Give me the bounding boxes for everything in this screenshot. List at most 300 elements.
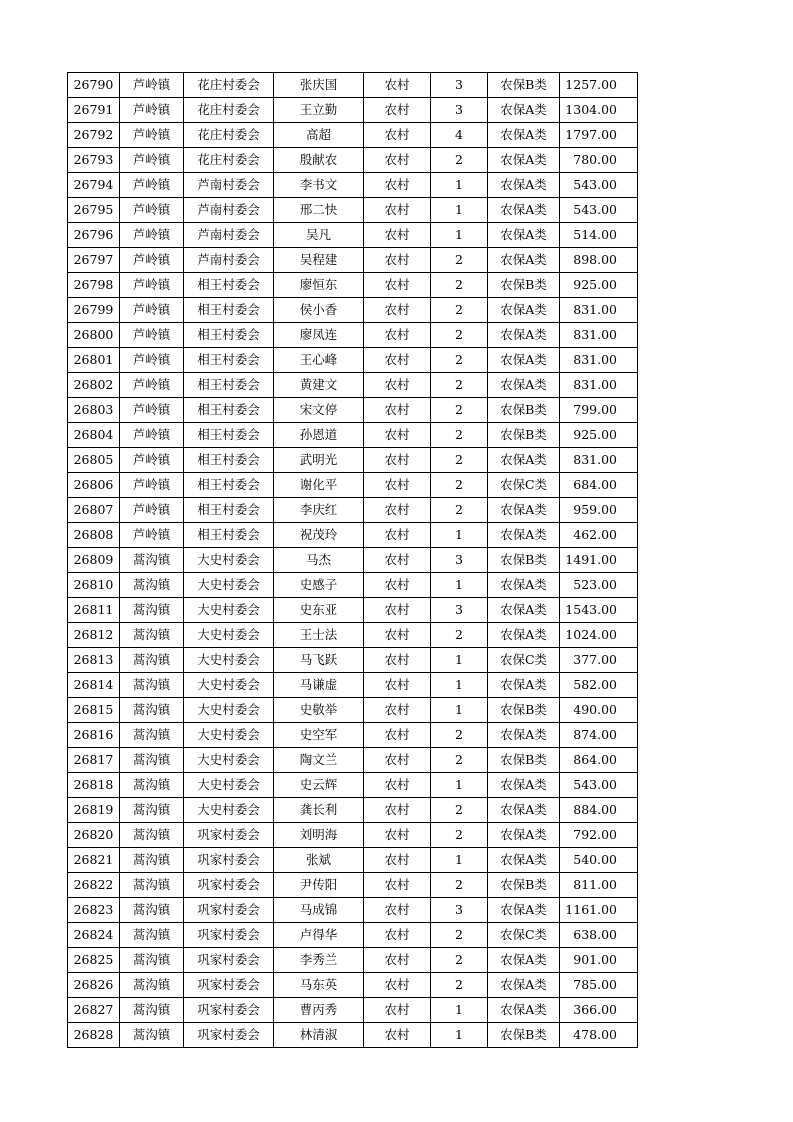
- village-committee-cell: 巩家村委会: [184, 998, 274, 1023]
- village-committee-cell: 大史村委会: [184, 573, 274, 598]
- table-row: [68, 748, 638, 773]
- area-type-cell: 农村: [364, 773, 431, 798]
- village-committee-cell: 相王村委会: [184, 523, 274, 548]
- insurance-category-cell: 农保A类: [488, 223, 560, 248]
- table-row: [68, 648, 638, 673]
- table-row: [68, 298, 638, 323]
- amount-cell: 864.00: [560, 748, 638, 773]
- insurance-category-cell: 农保A类: [488, 623, 560, 648]
- village-committee-cell: 大史村委会: [184, 598, 274, 623]
- area-type-cell: 农村: [364, 398, 431, 423]
- person-name-cell: 廖恒东: [274, 273, 364, 298]
- person-name-cell: 史感子: [274, 573, 364, 598]
- household-size-cell: 2: [431, 423, 488, 448]
- insurance-category-cell: 农保A类: [488, 323, 560, 348]
- amount-cell: 792.00: [560, 823, 638, 848]
- amount-cell: 901.00: [560, 948, 638, 973]
- village-committee-cell: 巩家村委会: [184, 848, 274, 873]
- area-type-cell: 农村: [364, 673, 431, 698]
- household-size-cell: 1: [431, 998, 488, 1023]
- insurance-category-cell: 农保B类: [488, 873, 560, 898]
- area-type-cell: 农村: [364, 298, 431, 323]
- village-committee-cell: 芦南村委会: [184, 223, 274, 248]
- record-number-cell: 26816: [68, 723, 120, 748]
- insurance-category-cell: 农保A类: [488, 573, 560, 598]
- household-size-cell: 2: [431, 973, 488, 998]
- insurance-category-cell: 农保A类: [488, 673, 560, 698]
- town-cell: 蒿沟镇: [120, 1023, 184, 1048]
- person-name-cell: 祝茂玲: [274, 523, 364, 548]
- town-cell: 芦岭镇: [120, 373, 184, 398]
- town-cell: 芦岭镇: [120, 298, 184, 323]
- amount-cell: 811.00: [560, 873, 638, 898]
- town-cell: 蒿沟镇: [120, 748, 184, 773]
- area-type-cell: 农村: [364, 723, 431, 748]
- town-cell: 芦岭镇: [120, 248, 184, 273]
- amount-cell: 925.00: [560, 423, 638, 448]
- insurance-category-cell: 农保A类: [488, 448, 560, 473]
- area-type-cell: 农村: [364, 698, 431, 723]
- village-committee-cell: 相王村委会: [184, 348, 274, 373]
- insurance-category-cell: 农保C类: [488, 648, 560, 673]
- insurance-category-cell: 农保B类: [488, 398, 560, 423]
- insurance-category-cell: 农保B类: [488, 698, 560, 723]
- town-cell: 蒿沟镇: [120, 723, 184, 748]
- record-number-cell: 26814: [68, 673, 120, 698]
- insurance-category-cell: 农保A类: [488, 823, 560, 848]
- household-size-cell: 2: [431, 873, 488, 898]
- village-committee-cell: 大史村委会: [184, 548, 274, 573]
- person-name-cell: 李书文: [274, 173, 364, 198]
- insurance-category-cell: 农保C类: [488, 473, 560, 498]
- town-cell: 蒿沟镇: [120, 923, 184, 948]
- amount-cell: 799.00: [560, 398, 638, 423]
- amount-cell: 1797.00: [560, 123, 638, 148]
- insurance-category-cell: 农保A类: [488, 523, 560, 548]
- household-size-cell: 2: [431, 798, 488, 823]
- insurance-category-cell: 农保A类: [488, 848, 560, 873]
- record-number-cell: 26822: [68, 873, 120, 898]
- record-number-cell: 26827: [68, 998, 120, 1023]
- area-type-cell: 农村: [364, 273, 431, 298]
- insurance-category-cell: 农保A类: [488, 898, 560, 923]
- amount-cell: 785.00: [560, 973, 638, 998]
- town-cell: 蒿沟镇: [120, 798, 184, 823]
- table-row: [68, 98, 638, 123]
- village-committee-cell: 大史村委会: [184, 798, 274, 823]
- household-size-cell: 3: [431, 73, 488, 98]
- record-number-cell: 26798: [68, 273, 120, 298]
- town-cell: 蒿沟镇: [120, 623, 184, 648]
- town-cell: 芦岭镇: [120, 323, 184, 348]
- person-name-cell: 谢化平: [274, 473, 364, 498]
- person-name-cell: 马东英: [274, 973, 364, 998]
- insurance-category-cell: 农保A类: [488, 973, 560, 998]
- roster-body: [68, 73, 638, 1048]
- village-committee-cell: 大史村委会: [184, 698, 274, 723]
- table-row: [68, 423, 638, 448]
- area-type-cell: 农村: [364, 423, 431, 448]
- town-cell: 芦岭镇: [120, 98, 184, 123]
- household-size-cell: 1: [431, 198, 488, 223]
- insurance-category-cell: 农保B类: [488, 73, 560, 98]
- record-number-cell: 26818: [68, 773, 120, 798]
- household-size-cell: 3: [431, 548, 488, 573]
- village-committee-cell: 花庄村委会: [184, 123, 274, 148]
- town-cell: 蒿沟镇: [120, 573, 184, 598]
- person-name-cell: 曹丙秀: [274, 998, 364, 1023]
- area-type-cell: 农村: [364, 623, 431, 648]
- village-committee-cell: 巩家村委会: [184, 973, 274, 998]
- insurance-category-cell: 农保A类: [488, 123, 560, 148]
- town-cell: 芦岭镇: [120, 473, 184, 498]
- record-number-cell: 26815: [68, 698, 120, 723]
- amount-cell: 523.00: [560, 573, 638, 598]
- area-type-cell: 农村: [364, 973, 431, 998]
- insurance-category-cell: 农保A类: [488, 723, 560, 748]
- table-row: [68, 798, 638, 823]
- table-row: [68, 473, 638, 498]
- table-row: [68, 923, 638, 948]
- area-type-cell: 农村: [364, 648, 431, 673]
- household-size-cell: 2: [431, 323, 488, 348]
- village-committee-cell: 相王村委会: [184, 323, 274, 348]
- village-committee-cell: 大史村委会: [184, 673, 274, 698]
- amount-cell: 925.00: [560, 273, 638, 298]
- table-row: [68, 373, 638, 398]
- area-type-cell: 农村: [364, 948, 431, 973]
- record-number-cell: 26791: [68, 98, 120, 123]
- table-row: [68, 323, 638, 348]
- town-cell: 芦岭镇: [120, 448, 184, 473]
- table-row: [68, 198, 638, 223]
- person-name-cell: 马谦虚: [274, 673, 364, 698]
- village-committee-cell: 巩家村委会: [184, 923, 274, 948]
- area-type-cell: 农村: [364, 148, 431, 173]
- town-cell: 蒿沟镇: [120, 973, 184, 998]
- record-number-cell: 26807: [68, 498, 120, 523]
- amount-cell: 490.00: [560, 698, 638, 723]
- record-number-cell: 26824: [68, 923, 120, 948]
- town-cell: 芦岭镇: [120, 223, 184, 248]
- household-size-cell: 1: [431, 573, 488, 598]
- area-type-cell: 农村: [364, 573, 431, 598]
- table-row: [68, 998, 638, 1023]
- record-number-cell: 26795: [68, 198, 120, 223]
- table-row: [68, 73, 638, 98]
- insurance-category-cell: 农保A类: [488, 798, 560, 823]
- amount-cell: 366.00: [560, 998, 638, 1023]
- town-cell: 蒿沟镇: [120, 548, 184, 573]
- village-committee-cell: 相王村委会: [184, 498, 274, 523]
- insurance-category-cell: 农保A类: [488, 248, 560, 273]
- amount-cell: 543.00: [560, 173, 638, 198]
- town-cell: 芦岭镇: [120, 273, 184, 298]
- amount-cell: 831.00: [560, 348, 638, 373]
- table-row: [68, 523, 638, 548]
- area-type-cell: 农村: [364, 448, 431, 473]
- area-type-cell: 农村: [364, 498, 431, 523]
- village-committee-cell: 巩家村委会: [184, 823, 274, 848]
- person-name-cell: 殷献农: [274, 148, 364, 173]
- amount-cell: 1257.00: [560, 73, 638, 98]
- insurance-category-cell: 农保A类: [488, 198, 560, 223]
- person-name-cell: 陶文兰: [274, 748, 364, 773]
- household-size-cell: 4: [431, 123, 488, 148]
- person-name-cell: 李庆红: [274, 498, 364, 523]
- person-name-cell: 孙恩道: [274, 423, 364, 448]
- town-cell: 芦岭镇: [120, 398, 184, 423]
- table-row: [68, 848, 638, 873]
- household-size-cell: 1: [431, 223, 488, 248]
- table-row: [68, 898, 638, 923]
- amount-cell: 831.00: [560, 448, 638, 473]
- record-number-cell: 26797: [68, 248, 120, 273]
- person-name-cell: 林清淑: [274, 1023, 364, 1048]
- table-row: [68, 223, 638, 248]
- village-committee-cell: 大史村委会: [184, 623, 274, 648]
- person-name-cell: 吴凡: [274, 223, 364, 248]
- area-type-cell: 农村: [364, 323, 431, 348]
- town-cell: 蒿沟镇: [120, 598, 184, 623]
- area-type-cell: 农村: [364, 248, 431, 273]
- table-row: [68, 1023, 638, 1048]
- record-number-cell: 26804: [68, 423, 120, 448]
- town-cell: 蒿沟镇: [120, 948, 184, 973]
- person-name-cell: 李秀兰: [274, 948, 364, 973]
- village-committee-cell: 相王村委会: [184, 473, 274, 498]
- household-size-cell: 1: [431, 648, 488, 673]
- record-number-cell: 26823: [68, 898, 120, 923]
- person-name-cell: 史敬举: [274, 698, 364, 723]
- town-cell: 芦岭镇: [120, 123, 184, 148]
- village-committee-cell: 大史村委会: [184, 648, 274, 673]
- village-committee-cell: 巩家村委会: [184, 1023, 274, 1048]
- household-size-cell: 1: [431, 173, 488, 198]
- area-type-cell: 农村: [364, 173, 431, 198]
- amount-cell: 898.00: [560, 248, 638, 273]
- record-number-cell: 26803: [68, 398, 120, 423]
- person-name-cell: 邢二快: [274, 198, 364, 223]
- table-row: [68, 573, 638, 598]
- record-number-cell: 26808: [68, 523, 120, 548]
- town-cell: 芦岭镇: [120, 198, 184, 223]
- person-name-cell: 王士法: [274, 623, 364, 648]
- household-size-cell: 2: [431, 923, 488, 948]
- household-size-cell: 2: [431, 748, 488, 773]
- person-name-cell: 史空军: [274, 723, 364, 748]
- village-committee-cell: 大史村委会: [184, 723, 274, 748]
- household-size-cell: 2: [431, 148, 488, 173]
- village-committee-cell: 巩家村委会: [184, 873, 274, 898]
- record-number-cell: 26828: [68, 1023, 120, 1048]
- town-cell: 蒿沟镇: [120, 873, 184, 898]
- town-cell: 芦岭镇: [120, 498, 184, 523]
- record-number-cell: 26809: [68, 548, 120, 573]
- person-name-cell: 马飞跃: [274, 648, 364, 673]
- town-cell: 芦岭镇: [120, 348, 184, 373]
- amount-cell: 582.00: [560, 673, 638, 698]
- person-name-cell: 侯小香: [274, 298, 364, 323]
- insurance-category-cell: 农保A类: [488, 348, 560, 373]
- record-number-cell: 26825: [68, 948, 120, 973]
- household-size-cell: 2: [431, 823, 488, 848]
- town-cell: 蒿沟镇: [120, 898, 184, 923]
- area-type-cell: 农村: [364, 198, 431, 223]
- person-name-cell: 武明光: [274, 448, 364, 473]
- village-committee-cell: 相王村委会: [184, 423, 274, 448]
- amount-cell: 684.00: [560, 473, 638, 498]
- table-row: [68, 123, 638, 148]
- amount-cell: 1491.00: [560, 548, 638, 573]
- household-size-cell: 1: [431, 673, 488, 698]
- household-size-cell: 1: [431, 698, 488, 723]
- record-number-cell: 26806: [68, 473, 120, 498]
- household-size-cell: 2: [431, 248, 488, 273]
- town-cell: 芦岭镇: [120, 423, 184, 448]
- village-committee-cell: 大史村委会: [184, 748, 274, 773]
- record-number-cell: 26817: [68, 748, 120, 773]
- insurance-category-cell: 农保B类: [488, 273, 560, 298]
- household-size-cell: 2: [431, 723, 488, 748]
- village-committee-cell: 芦南村委会: [184, 198, 274, 223]
- area-type-cell: 农村: [364, 473, 431, 498]
- insurance-category-cell: 农保B类: [488, 548, 560, 573]
- town-cell: 芦岭镇: [120, 173, 184, 198]
- insurance-category-cell: 农保B类: [488, 423, 560, 448]
- household-size-cell: 3: [431, 898, 488, 923]
- amount-cell: 831.00: [560, 298, 638, 323]
- household-size-cell: 3: [431, 598, 488, 623]
- record-number-cell: 26793: [68, 148, 120, 173]
- area-type-cell: 农村: [364, 548, 431, 573]
- assistance-roster-table: [67, 72, 638, 1048]
- table-row: [68, 973, 638, 998]
- record-number-cell: 26790: [68, 73, 120, 98]
- table-row: [68, 698, 638, 723]
- village-committee-cell: 巩家村委会: [184, 898, 274, 923]
- amount-cell: 543.00: [560, 198, 638, 223]
- village-committee-cell: 相王村委会: [184, 273, 274, 298]
- amount-cell: 543.00: [560, 773, 638, 798]
- amount-cell: 514.00: [560, 223, 638, 248]
- village-committee-cell: 花庄村委会: [184, 73, 274, 98]
- household-size-cell: 2: [431, 398, 488, 423]
- record-number-cell: 26801: [68, 348, 120, 373]
- town-cell: 蒿沟镇: [120, 673, 184, 698]
- table-row: [68, 548, 638, 573]
- household-size-cell: 2: [431, 373, 488, 398]
- record-number-cell: 26810: [68, 573, 120, 598]
- town-cell: 蒿沟镇: [120, 848, 184, 873]
- insurance-category-cell: 农保A类: [488, 98, 560, 123]
- table-row: [68, 773, 638, 798]
- table-row: [68, 348, 638, 373]
- person-name-cell: 王心峰: [274, 348, 364, 373]
- person-name-cell: 吴程建: [274, 248, 364, 273]
- area-type-cell: 农村: [364, 98, 431, 123]
- town-cell: 蒿沟镇: [120, 998, 184, 1023]
- town-cell: 蒿沟镇: [120, 698, 184, 723]
- area-type-cell: 农村: [364, 748, 431, 773]
- person-name-cell: 刘明海: [274, 823, 364, 848]
- record-number-cell: 26820: [68, 823, 120, 848]
- amount-cell: 874.00: [560, 723, 638, 748]
- table-row: [68, 173, 638, 198]
- insurance-category-cell: 农保A类: [488, 598, 560, 623]
- area-type-cell: 农村: [364, 798, 431, 823]
- town-cell: 芦岭镇: [120, 148, 184, 173]
- person-name-cell: 高超: [274, 123, 364, 148]
- area-type-cell: 农村: [364, 923, 431, 948]
- village-committee-cell: 芦南村委会: [184, 248, 274, 273]
- record-number-cell: 26805: [68, 448, 120, 473]
- record-number-cell: 26796: [68, 223, 120, 248]
- village-committee-cell: 巩家村委会: [184, 948, 274, 973]
- insurance-category-cell: 农保A类: [488, 373, 560, 398]
- village-committee-cell: 花庄村委会: [184, 148, 274, 173]
- household-size-cell: 2: [431, 623, 488, 648]
- area-type-cell: 农村: [364, 848, 431, 873]
- household-size-cell: 2: [431, 348, 488, 373]
- area-type-cell: 农村: [364, 598, 431, 623]
- amount-cell: 1161.00: [560, 898, 638, 923]
- insurance-category-cell: 农保C类: [488, 923, 560, 948]
- town-cell: 蒿沟镇: [120, 823, 184, 848]
- amount-cell: 377.00: [560, 648, 638, 673]
- record-number-cell: 26799: [68, 298, 120, 323]
- table-row: [68, 723, 638, 748]
- insurance-category-cell: 农保A类: [488, 998, 560, 1023]
- area-type-cell: 农村: [364, 373, 431, 398]
- household-size-cell: 1: [431, 773, 488, 798]
- table-row: [68, 273, 638, 298]
- table-row: [68, 873, 638, 898]
- amount-cell: 831.00: [560, 373, 638, 398]
- amount-cell: 959.00: [560, 498, 638, 523]
- person-name-cell: 廖凤连: [274, 323, 364, 348]
- household-size-cell: 2: [431, 473, 488, 498]
- person-name-cell: 尹传阳: [274, 873, 364, 898]
- person-name-cell: 张斌: [274, 848, 364, 873]
- village-committee-cell: 大史村委会: [184, 773, 274, 798]
- town-cell: 蒿沟镇: [120, 648, 184, 673]
- household-size-cell: 1: [431, 523, 488, 548]
- area-type-cell: 农村: [364, 998, 431, 1023]
- record-number-cell: 26812: [68, 623, 120, 648]
- household-size-cell: 1: [431, 848, 488, 873]
- table-row: [68, 673, 638, 698]
- person-name-cell: 马成锦: [274, 898, 364, 923]
- household-size-cell: 2: [431, 273, 488, 298]
- table-row: [68, 823, 638, 848]
- record-number-cell: 26819: [68, 798, 120, 823]
- table-row: [68, 448, 638, 473]
- household-size-cell: 2: [431, 298, 488, 323]
- village-committee-cell: 芦南村委会: [184, 173, 274, 198]
- area-type-cell: 农村: [364, 223, 431, 248]
- amount-cell: 638.00: [560, 923, 638, 948]
- insurance-category-cell: 农保B类: [488, 1023, 560, 1048]
- area-type-cell: 农村: [364, 348, 431, 373]
- village-committee-cell: 相王村委会: [184, 373, 274, 398]
- amount-cell: 462.00: [560, 523, 638, 548]
- area-type-cell: 农村: [364, 873, 431, 898]
- table-row: [68, 248, 638, 273]
- village-committee-cell: 相王村委会: [184, 298, 274, 323]
- person-name-cell: 卢得华: [274, 923, 364, 948]
- person-name-cell: 史云辉: [274, 773, 364, 798]
